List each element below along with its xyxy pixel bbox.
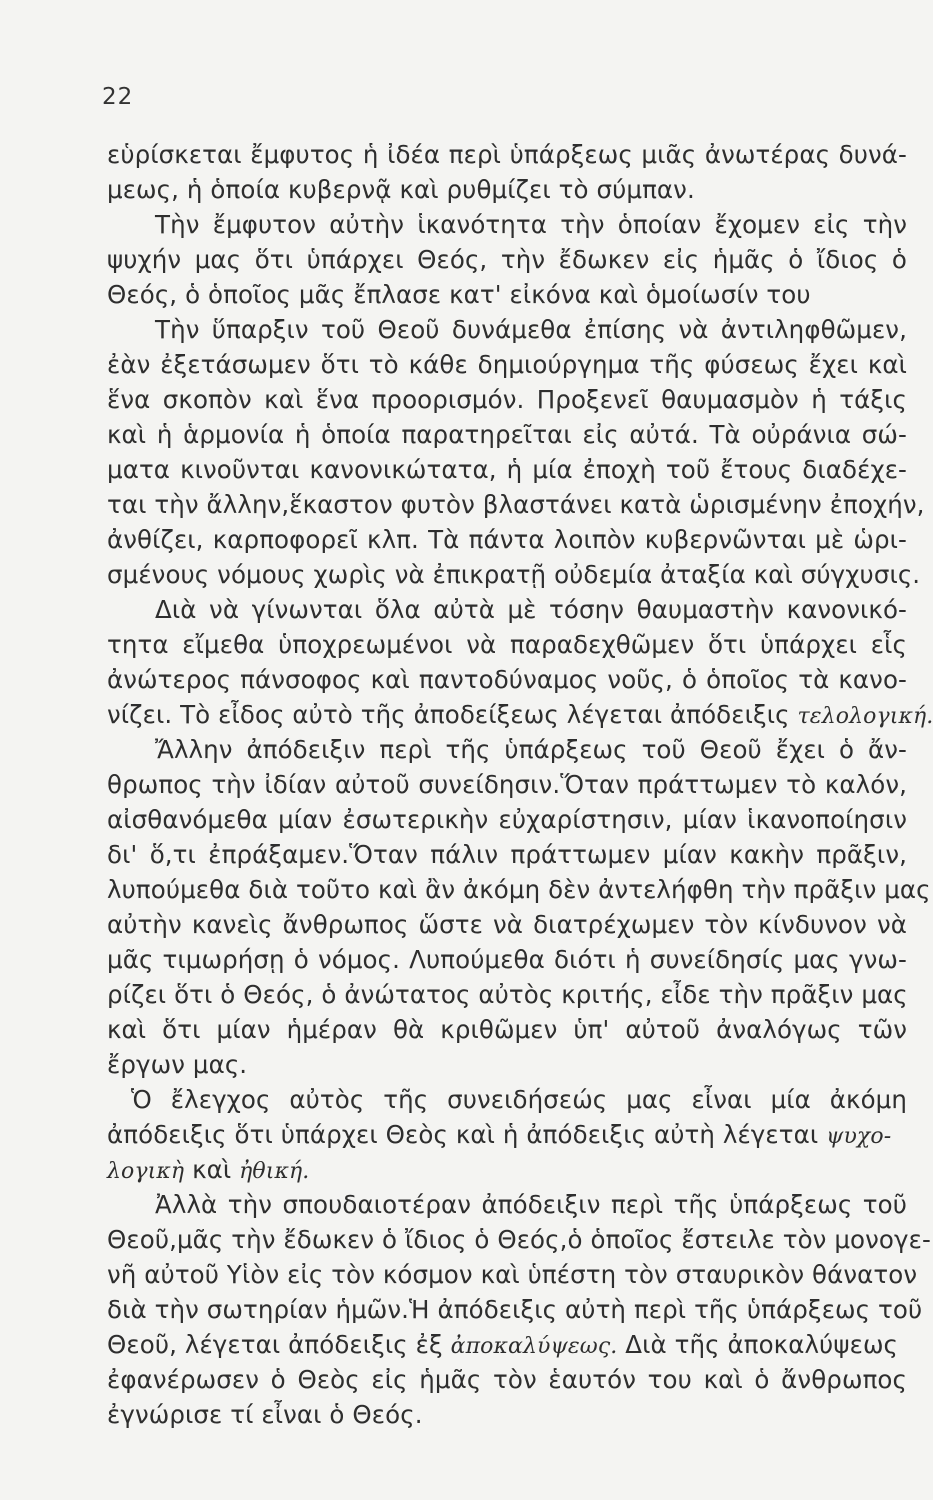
text-line: μεως, ἡ ὁποία κυβερνᾷ καὶ ρυθμίζει τὸ σύμπαν. bbox=[107, 175, 695, 204]
text-line: θρωπος τὴν ἰδίαν αὐτοῦ συνείδησιν.Ὅταν πράττωμεν τὸ καλόν, bbox=[107, 770, 907, 799]
text-line: ματα κινοῦνται κανονικώτατα, ἡ μία ἐποχὴ τοῦ ἔτους διαδέχε- bbox=[107, 455, 907, 484]
text-line: ἔργων μας. bbox=[107, 1050, 248, 1079]
text-line: λυπούμεθα διὰ τοῦτο καὶ ἂν ἀκόμη δὲν ἀντελήφθη τὴν πρᾶξιν μας bbox=[107, 875, 931, 904]
text-line: ἐγνώρισε τί εἶναι ὁ Θεός. bbox=[107, 1400, 423, 1429]
text-line: νῆ αὐτοῦ Υἱὸν εἰς τὸν κόσμον καὶ ὑπέστη τὸν σταυρικὸν θάνατον bbox=[107, 1260, 918, 1289]
italic-term: τελολογική. bbox=[797, 704, 933, 729]
text-line bbox=[107, 700, 933, 732]
text-line: μᾶς τιμωρήσῃ ὁ νόμος. Λυπούμεθα διότι ἡ συνείδησίς μας γνω- bbox=[107, 945, 907, 974]
text-line: δι' ὅ,τι ἐπράξαμεν.Ὅταν πάλιν πράττωμεν μίαν κακὴν πρᾶξιν, bbox=[107, 840, 907, 869]
text-line: Ὁ ἔλεγχος αὐτὸς τῆς συνειδήσεώς μας εἶναι μία ἀκόμη bbox=[131, 1085, 907, 1114]
text-segment: νίζει. Τὸ εἶδος αὐτὸ τῆς ἀποδείξεως λέγεται ἀπόδειξις bbox=[107, 700, 790, 729]
text-line: ἐφανέρωσεν ὁ Θεὸς εἰς ἡμᾶς τὸν ἑαυτόν του καὶ ὁ ἄνθρωπος bbox=[107, 1365, 907, 1394]
italic-term: ἀποκαλύψεως. bbox=[450, 1334, 618, 1359]
text-line: ἕνα σκοπὸν καὶ ἕνα προορισμόν. Προξενεῖ θαυμασμὸν ἡ τάξις bbox=[107, 385, 907, 414]
text-line: Τὴν ἔμφυτον αὐτὴν ἱκανότητα τὴν ὁποίαν ἔχομεν εἰς τὴν bbox=[155, 210, 907, 239]
text-line: αὐτὴν κανεὶς ἄνθρωπος ὥστε νὰ διατρέχωμεν τὸν κίνδυνον νὰ bbox=[107, 910, 907, 939]
text-line: Ἀλλὰ τὴν σπουδαιοτέραν ἀπόδειξιν περὶ τῆς ὑπάρξεως τοῦ bbox=[155, 1190, 907, 1219]
text-line: Ἄλλην ἀπόδειξιν περὶ τῆς ὑπάρξεως τοῦ Θεοῦ ἔχει ὁ ἄν- bbox=[155, 735, 907, 764]
text-line bbox=[107, 1155, 907, 1187]
text-line: ρίζει ὅτι ὁ Θεός, ὁ ἀνώτατος αὐτὸς κριτής, εἶδε τὴν πρᾶξιν μας bbox=[107, 980, 908, 1009]
text-line: εὑρίσκεται ἔμφυτος ἡ ἰδέα περὶ ὑπάρξεως μιᾶς ἀνωτέρας δυνά- bbox=[107, 140, 907, 169]
text-segment: Διὰ τῆς ἀποκαλύψεως bbox=[625, 1330, 899, 1359]
text-line: σμένους νόμους χωρὶς νὰ ἐπικρατῇ οὐδεμία ἀταξία καὶ σύγχυσις. bbox=[107, 560, 921, 589]
italic-term: λογικὴ bbox=[107, 1159, 185, 1184]
text-segment: Θεοῦ, λέγεται ἀπόδειξις ἐξ bbox=[107, 1330, 443, 1359]
text-line: ἐὰν ἐξετάσωμεν ὅτι τὸ κάθε δημιούργημα τῆς φύσεως ἔχει καὶ bbox=[107, 350, 907, 379]
page-number: 22 bbox=[102, 84, 134, 110]
text-line: ται τὴν ἄλλην,ἕκαστον φυτὸν βλαστάνει κατὰ ὡρισμένην ἐποχήν, bbox=[107, 490, 925, 519]
text-line: Θεός, ὁ ὁποῖος μᾶς ἔπλασε κατ' εἰκόνα καὶ ὁμοίωσίν του bbox=[107, 280, 811, 309]
text-line: διὰ τὴν σωτηρίαν ἡμῶν.Ἡ ἀπόδειξις αὐτὴ περὶ τῆς ὑπάρξεως τοῦ bbox=[107, 1295, 923, 1324]
text-line: καὶ ὅτι μίαν ἡμέραν θὰ κριθῶμεν ὑπ' αὐτοῦ ἀναλόγως τῶν bbox=[107, 1015, 907, 1044]
text-line: Τὴν ὕπαρξιν τοῦ Θεοῦ δυνάμεθα ἐπίσης νὰ ἀντιληφθῶμεν, bbox=[155, 315, 907, 344]
text-line bbox=[107, 1120, 907, 1152]
italic-term: ψυχο- bbox=[826, 1124, 892, 1149]
text-line: Θεοῦ,μᾶς τὴν ἔδωκεν ὁ ἴδιος ὁ Θεός,ὁ ὁποῖος ἔστειλε τὸν μονογε- bbox=[107, 1225, 931, 1254]
text-line: αἰσθανόμεθα μίαν ἐσωτερικὴν εὐχαρίστησιν, μίαν ἱκανοποίησιν bbox=[107, 805, 907, 834]
text-line bbox=[107, 1330, 907, 1362]
text-line: καὶ ἡ ἁρμονία ἡ ὁποία παρατηρεῖται εἰς αὐτά. Τὰ οὐράνια σώ- bbox=[107, 420, 907, 449]
text-segment: ἀπόδειξις ὅτι ὑπάρχει Θεὸς καὶ ἡ ἀπόδειξις αὐτὴ λέγεται bbox=[107, 1120, 819, 1149]
italic-term: ἠθική. bbox=[239, 1159, 310, 1184]
text-line: τητα εἴμεθα ὑποχρεωμένοι νὰ παραδεχθῶμεν ὅτι ὑπάρχει εἷς bbox=[107, 630, 907, 659]
text-segment: καὶ bbox=[192, 1155, 232, 1184]
text-line: Διὰ νὰ γίνωνται ὅλα αὐτὰ μὲ τόσην θαυμαστὴν κανονικό- bbox=[155, 595, 907, 624]
text-line: ἀνθίζει, καρποφορεῖ κλπ. Τὰ πάντα λοιπὸν κυβερνῶνται μὲ ὡρι- bbox=[107, 525, 907, 554]
text-line: ἀνώτερος πάνσοφος καὶ παντοδύναμος νοῦς, ὁ ὁποῖος τὰ κανο- bbox=[107, 665, 907, 694]
text-line: ψυχήν μας ὅτι ὑπάρχει Θεός, τὴν ἔδωκεν εἰς ἡμᾶς ὁ ἴδιος ὁ bbox=[107, 245, 907, 274]
